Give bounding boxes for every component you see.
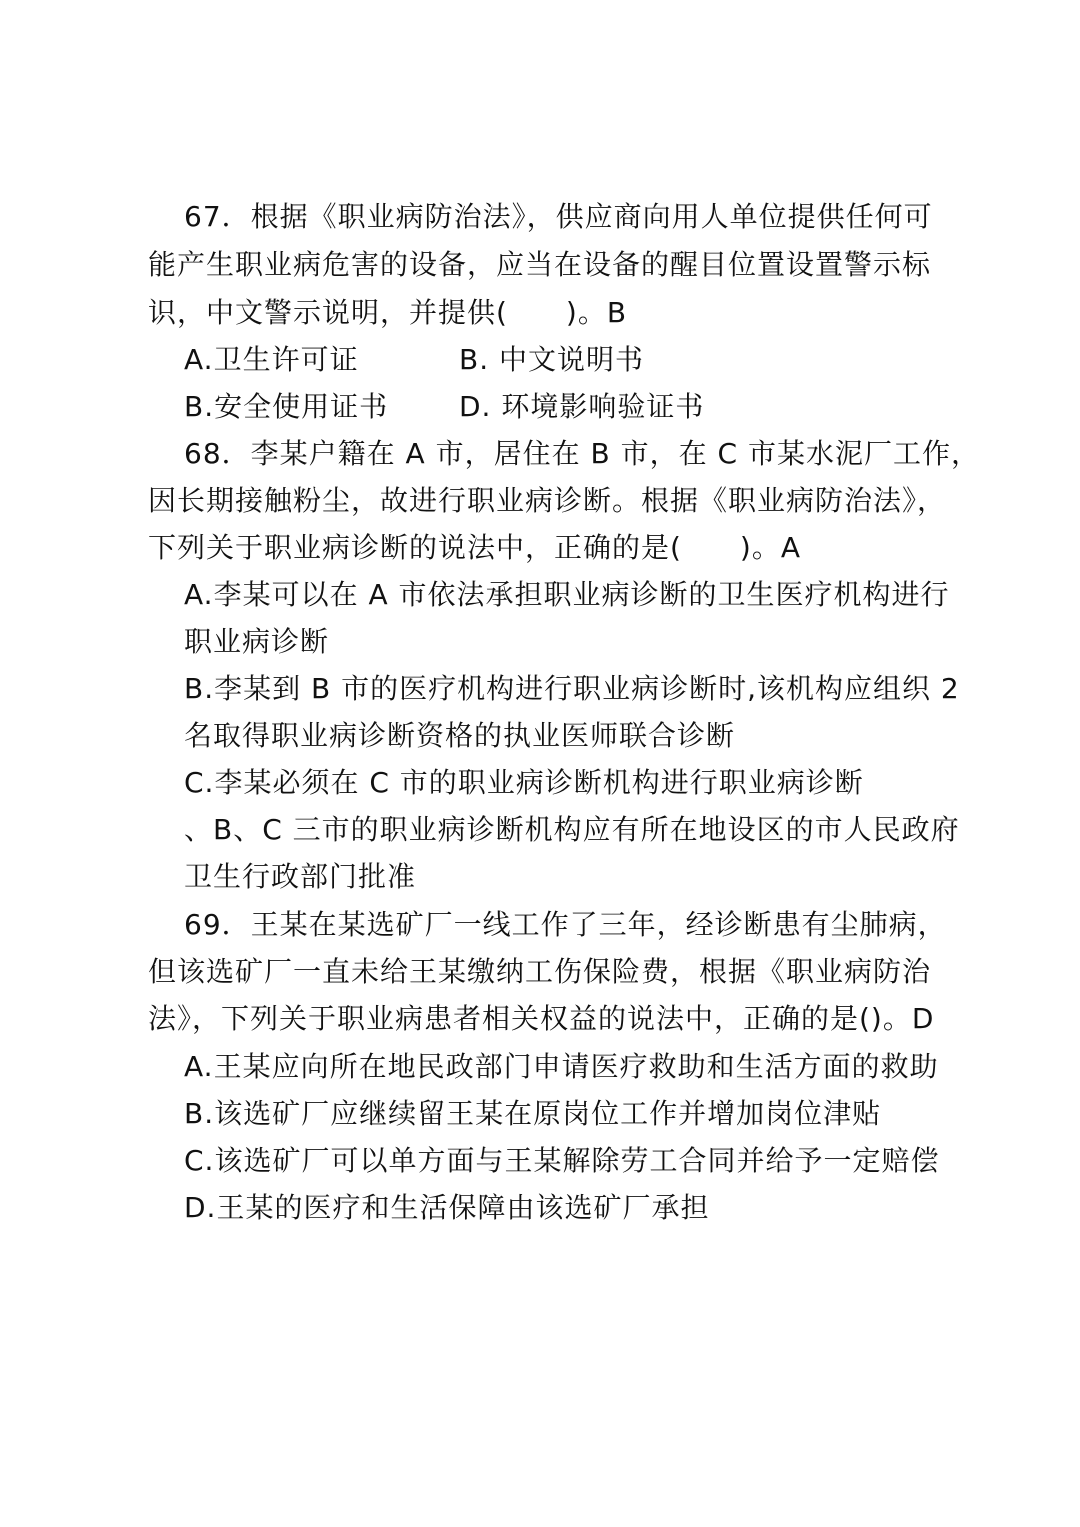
option-line: A.王某应向所在地民政部门申请医疗救助和生活方面的救助: [184, 1050, 939, 1083]
question-stem-line: 法》，下列关于职业病患者相关权益的说法中，正确的是()。D: [148, 1002, 935, 1035]
question-stem-line: 识，中文警示说明，并提供( )。B: [148, 296, 628, 329]
option-line: 卫生行政部门批准: [184, 860, 417, 893]
option-b: B. 中文说明书: [459, 343, 645, 376]
option-line: C.李某必须在 C 市的职业病诊断机构进行职业病诊断: [184, 766, 864, 799]
option-line: B.该选矿厂应继续留王某在原岗位工作并增加岗位津贴: [184, 1097, 882, 1130]
option-line: A.李某可以在 A 市依法承担职业病诊断的卫生医疗机构进行: [184, 578, 950, 611]
question-stem-line: 因长期接触粉尘，故进行职业病诊断。根据《职业病防治法》，: [148, 484, 947, 517]
option-line: 职业病诊断: [184, 625, 330, 658]
option-line: 、B、C 三市的职业病诊断机构应有所在地设区的市人民政府: [184, 813, 960, 846]
question-stem-line: 能产生职业病危害的设备，应当在设备的醒目位置设置警示标: [148, 248, 932, 281]
option-line: B.李某到 B 市的医疗机构进行职业病诊断时,该机构应组织 2: [184, 672, 960, 705]
option-line: D.王某的医疗和生活保障由该选矿厂承担: [184, 1191, 710, 1224]
option-d: D. 环境影响验证书: [459, 390, 705, 423]
option-line: C.该选矿厂可以单方面与王某解除劳工合同并给予一定赔偿: [184, 1144, 940, 1177]
option-c: B.安全使用证书: [184, 390, 389, 423]
question-stem-line: 67．根据《职业病防治法》，供应商向用人单位提供任何可: [184, 200, 933, 233]
question-stem-line: 下列关于职业病诊断的说法中，正确的是( )。A: [148, 531, 802, 564]
question-stem-line: 68．李某户籍在 A 市，居住在 B 市，在 C 市某水泥厂工作，: [184, 437, 980, 470]
option-a: A.卫生许可证: [184, 343, 359, 376]
option-line: 名取得职业病诊断资格的执业医师联合诊断: [184, 719, 736, 752]
question-stem-line: 69．王某在某选矿厂一线工作了三年，经诊断患有尘肺病，: [184, 908, 947, 941]
question-stem-line: 但该选矿厂一直未给王某缴纳工伤保险费，根据《职业病防治: [148, 955, 932, 988]
